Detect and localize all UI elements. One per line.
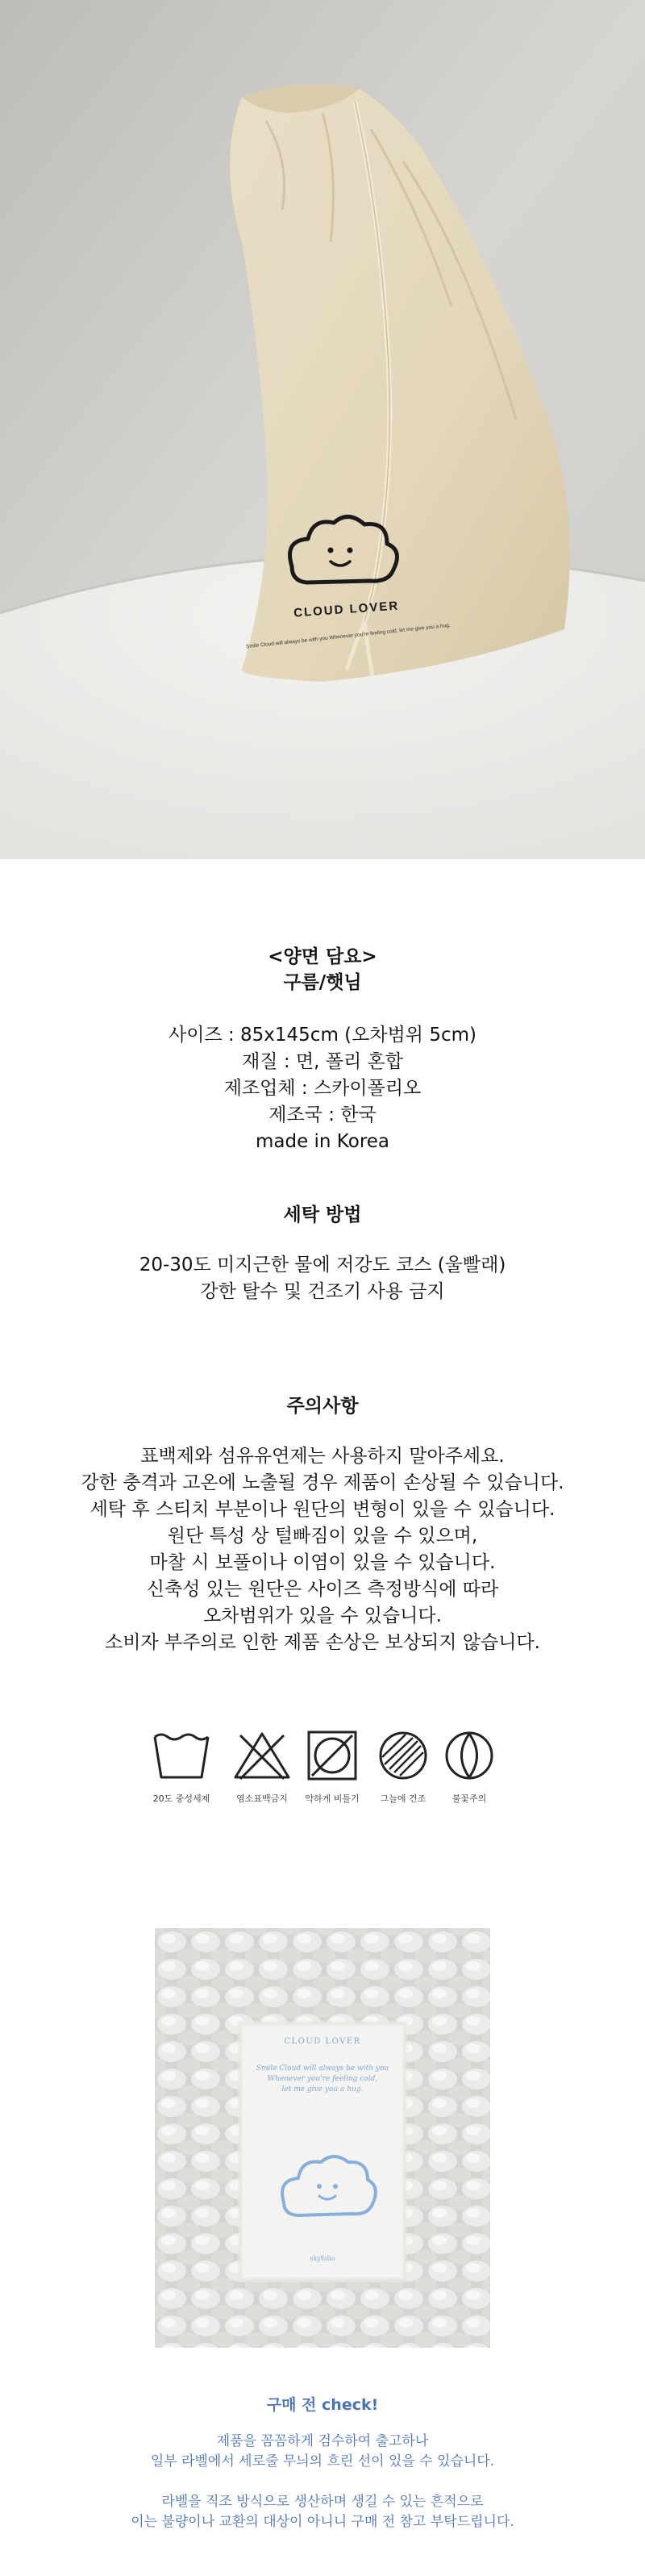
caution-list	[0, 1443, 645, 1656]
care-item	[429, 1731, 510, 1805]
wash-section	[0, 1202, 645, 1305]
label-message-line: Whenever you're feeling cold,	[267, 2075, 378, 2083]
wash-heading: 세탁 방법	[283, 1204, 362, 1225]
wash-tub-30-icon	[152, 1731, 211, 1781]
label-brand: CLOUD LOVER	[284, 2037, 361, 2046]
no-iron-icon	[439, 1731, 499, 1781]
spec-material: 재질 : 면, 폴리 혼합	[242, 1051, 403, 1072]
seersucker-fabric-illustration	[155, 1928, 490, 2348]
notice-line: 이는 불량이나 교환의 대상이 아니니 구매 전 참고 부탁드립니다.	[131, 2514, 514, 2530]
spec-country: 제조국 : 한국	[268, 1104, 377, 1125]
label-message	[155, 2064, 490, 2095]
caution-line: 마찰 시 보풀이나 이염이 있을 수 있습니다.	[149, 1552, 496, 1573]
caution-line: 표백제와 섬유유연제는 사용하지 말아주세요.	[140, 1446, 505, 1467]
caution-section	[0, 1393, 645, 1656]
spec-list	[0, 1022, 645, 1155]
notice-line: 일부 라벨에서 세로줄 무늬의 흐린 선이 있을 수 있습니다.	[150, 2453, 495, 2470]
wash-list	[0, 1252, 645, 1305]
care-caption: 그늘에 건조	[380, 1793, 427, 1804]
woven-label	[240, 2023, 405, 2280]
caution-line: 신축성 있는 원단은 사이즈 측정방식에 따라	[146, 1579, 499, 1600]
bag-photo-illustration	[0, 0, 645, 859]
wash-line: 강한 탈수 및 건조기 사용 금지	[200, 1281, 445, 1302]
spec-origin: made in Korea	[255, 1131, 390, 1152]
label-message-line: let me give you a hug.	[281, 2085, 364, 2094]
shade-dry-icon	[373, 1731, 433, 1781]
care-item	[141, 1731, 222, 1805]
purchase-notice	[0, 2394, 645, 2532]
care-icons	[0, 1731, 645, 1819]
caution-line: 강한 충격과 고온에 노출될 경우 제품이 손상될 수 있습니다.	[81, 1472, 564, 1493]
spec-size: 사이즈 : 85x145cm (오차범위 5cm)	[169, 1025, 476, 1046]
care-caption: 염소표백금지	[236, 1793, 288, 1804]
care-caption: 불꽃주의	[452, 1793, 487, 1804]
label-message-line: Smile Cloud will always be with you	[256, 2065, 389, 2073]
bag-print-small-text: Smile Cloud will always be with you Whenever you're feeling cold, let me give you a hug.	[245, 622, 451, 650]
wash-line: 20-30도 미지근한 물에 저강도 코스 (울빨래)	[139, 1255, 506, 1275]
caution-heading: 주의사항	[286, 1396, 359, 1417]
no-bleach-icon	[232, 1731, 292, 1781]
bag-photo	[0, 0, 645, 859]
label-photo	[155, 1928, 490, 2348]
care-item	[292, 1731, 372, 1805]
care-item	[222, 1731, 302, 1805]
notice-heading: 구매 전 check!	[266, 2396, 379, 2414]
label-maker: skyfolio	[310, 2255, 335, 2262]
caution-line: 세탁 후 스티치 부분이나 원단의 변형이 있을 수 있습니다.	[89, 1499, 556, 1520]
caution-line: 원단 특성 상 털빠짐이 있을 수 있으며,	[167, 1526, 478, 1547]
notice-line: 라벨을 직조 방식으로 생산하며 생길 수 있는 흔적으로	[161, 2494, 484, 2510]
notice-line: 제품을 꼼꼼하게 검수하여 출고하나	[216, 2433, 429, 2449]
care-caption: 약하게 비틀기	[305, 1793, 360, 1804]
tumble-dry-low-icon	[302, 1731, 362, 1781]
product-type-heading: <양면 담요>	[268, 946, 377, 967]
caution-line: 오차범위가 있을 수 있습니다.	[203, 1605, 442, 1626]
care-caption: 20도 중성세제	[152, 1793, 210, 1804]
spec-maker: 제조업체 : 스카이폴리오	[223, 1078, 422, 1099]
caution-line: 소비자 부주의로 인한 제품 손상은 보상되지 않습니다.	[105, 1632, 540, 1653]
notice-paragraph	[0, 2432, 645, 2472]
product-design-heading: 구름/햇님	[283, 972, 362, 993]
product-intro	[0, 944, 645, 1155]
bag-print-brand: CLOUD LOVER	[293, 599, 400, 620]
notice-paragraph	[0, 2492, 645, 2532]
